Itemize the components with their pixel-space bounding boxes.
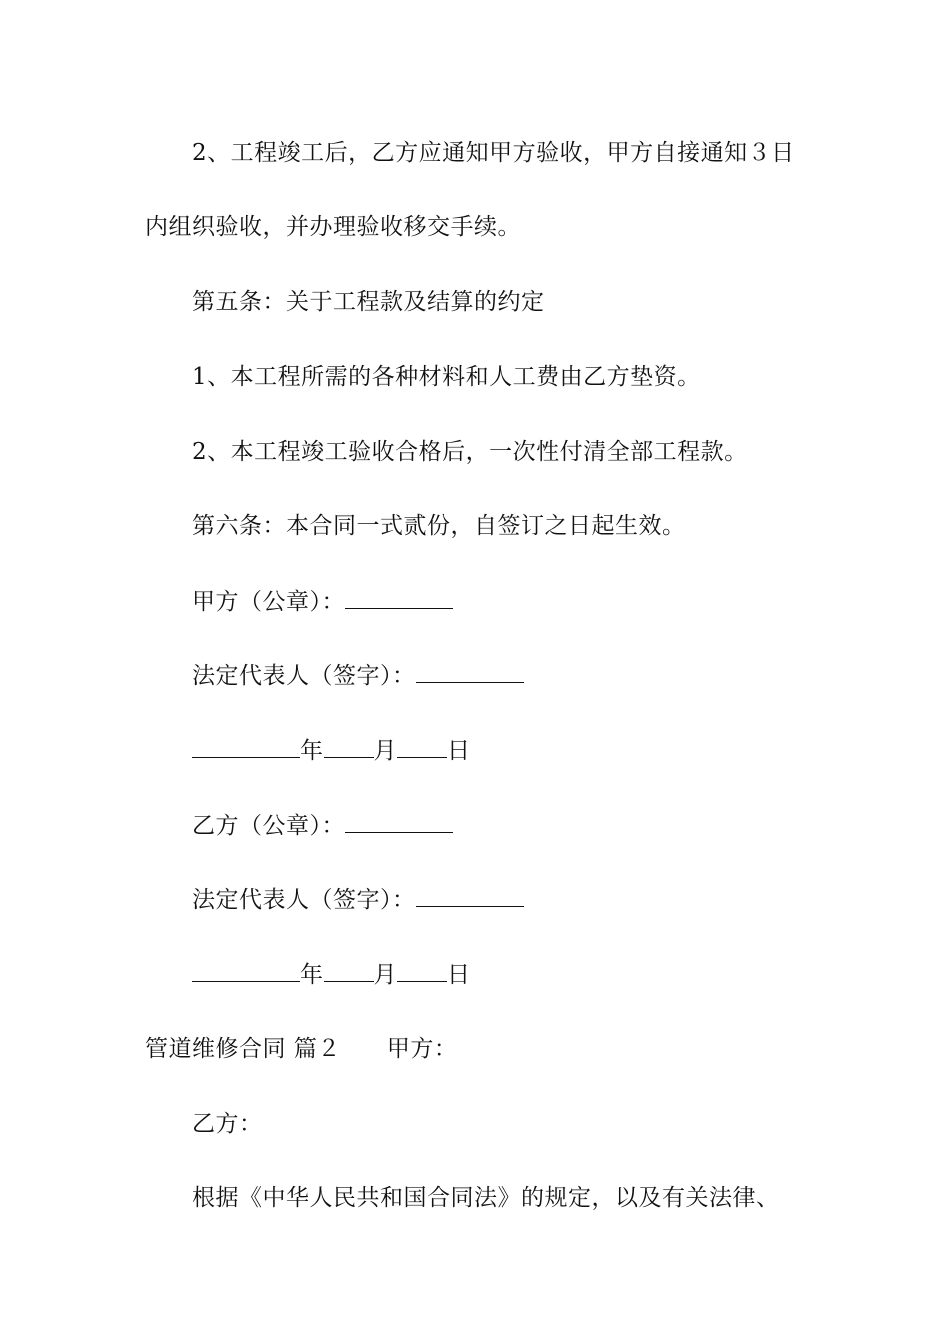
contract-title: 管道维修合同 <box>145 1036 286 1062</box>
month-label: 月 <box>373 962 397 988</box>
clause-4-item-2-continued: 内组织验收，并办理验收移交手续。 <box>145 214 521 240</box>
party-a-seal-label: 甲方（公章）： <box>192 589 345 615</box>
party-b-date-line <box>192 959 471 990</box>
clause-4-item-2: 2、工程竣工后，乙方应通知甲方验收，甲方自接通知３日 <box>192 140 795 166</box>
party-b-representative-line <box>192 884 524 915</box>
party-a-date-line <box>192 735 471 766</box>
contract-part-label: 篇２ <box>293 1036 341 1062</box>
party-a-seal-line <box>192 586 453 617</box>
party-b-signature-blank <box>416 884 524 907</box>
day-label: 日 <box>447 738 471 764</box>
party-b-label: 乙方： <box>192 1111 263 1137</box>
month-blank <box>324 735 374 758</box>
year-blank <box>192 735 300 758</box>
day-blank <box>397 959 447 982</box>
day-label: 日 <box>447 962 471 988</box>
party-a-representative-label: 法定代表人（签字）： <box>192 663 416 689</box>
day-blank <box>397 735 447 758</box>
article-6-heading: 第六条：本合同一式贰份，自签订之日起生效。 <box>192 513 686 539</box>
party-b-representative-label: 法定代表人（签字）： <box>192 887 416 913</box>
party-b-seal-label: 乙方（公章）： <box>192 813 345 839</box>
contract-2-heading-line <box>145 1034 457 1064</box>
year-blank <box>192 959 300 982</box>
party-b-seal-blank <box>345 810 453 833</box>
article-5-item-2: 2、本工程竣工验收合格后，一次性付清全部工程款。 <box>192 439 748 465</box>
year-label: 年 <box>300 962 324 988</box>
month-blank <box>324 959 374 982</box>
month-label: 月 <box>373 738 397 764</box>
article-5-heading: 第五条：关于工程款及结算的约定 <box>192 289 545 315</box>
party-b-seal-line <box>192 810 453 841</box>
party-a-representative-line <box>192 660 524 691</box>
party-a-label: 甲方： <box>386 1036 458 1062</box>
article-5-item-1: 1、本工程所需的各种材料和人工费由乙方垫资。 <box>192 364 701 390</box>
party-a-seal-blank <box>345 586 453 609</box>
year-label: 年 <box>300 738 324 764</box>
contract-2-preamble: 根据《中华人民共和国合同法》的规定，以及有关法律、 <box>192 1185 780 1211</box>
party-a-signature-blank <box>416 660 524 683</box>
